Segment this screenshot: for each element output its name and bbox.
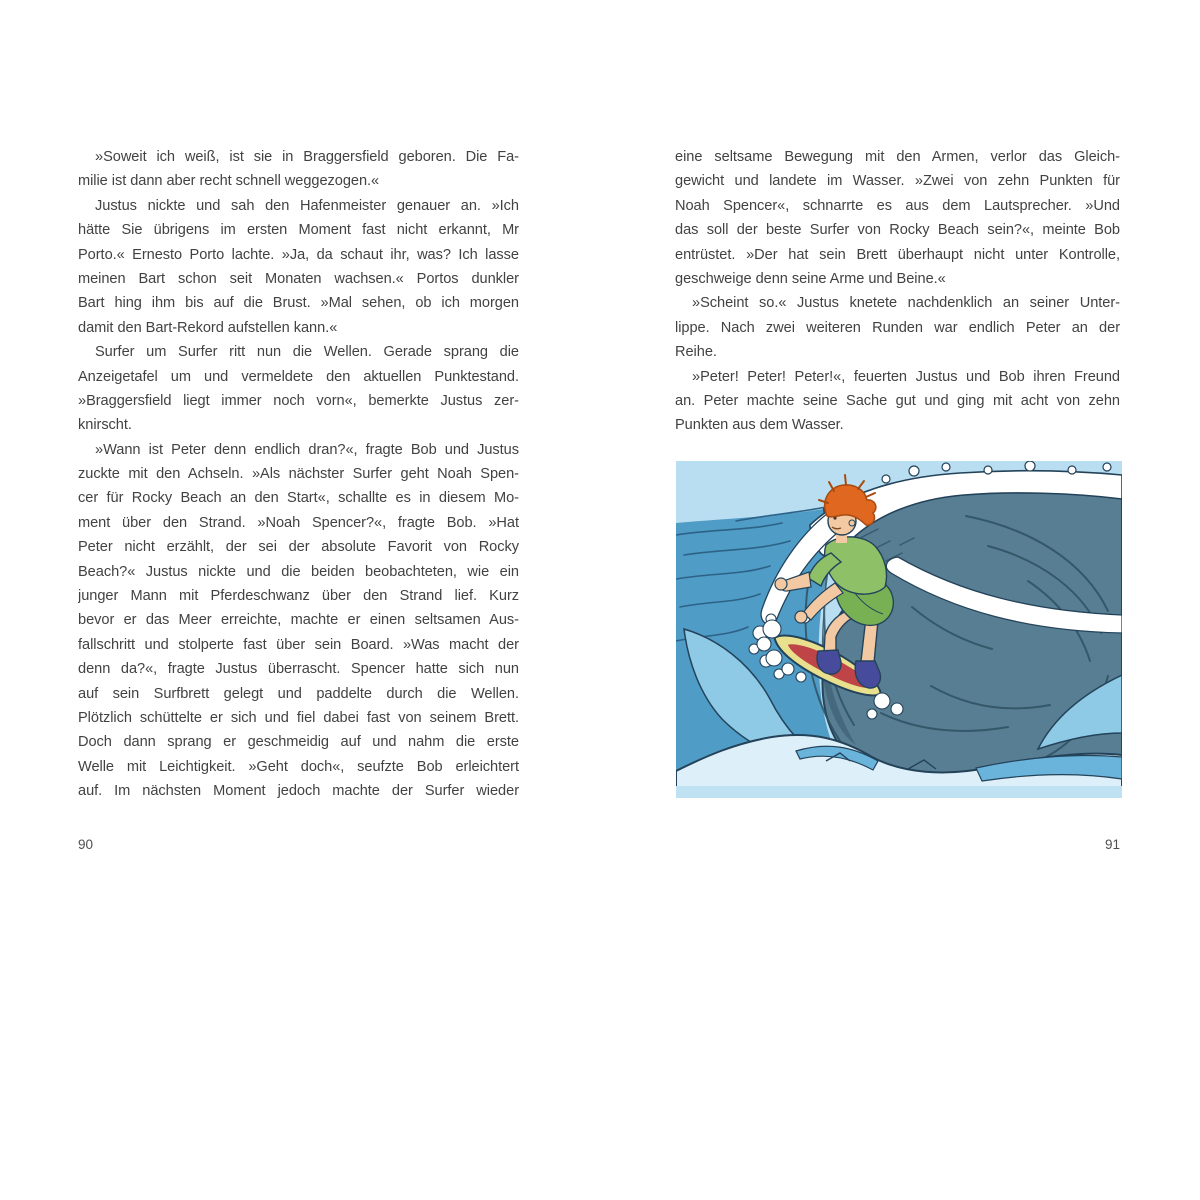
text-line: gewicht und landete im Wasser. »Zwei von zehn Punkten für [675, 173, 1120, 190]
text-line: Bart hing ihm bis auf die Brust. »Mal sehen, ob ich morgen [78, 295, 519, 312]
text-line: Reihe. [675, 344, 717, 361]
text-line: bevor er das Meer erreichte, machte er einen seltsamen Aus- [78, 612, 519, 629]
text-line: cer für Rocky Beach an den Start«, schallte es in diesem Mo- [78, 490, 519, 507]
text-line: Beach?« Justus nickte und die beiden beobachteten, wie ein [78, 563, 519, 580]
page-number-left: 90 [78, 837, 94, 852]
text-line: knirscht. [78, 417, 132, 434]
text-line: Punkten aus dem Wasser. [675, 417, 844, 434]
text-line: milie ist dann aber recht schnell weggezogen.« [78, 173, 380, 190]
text-line: meinen Bart schon seit Monaten wachsen.« Portos dunkler [78, 270, 519, 287]
text-line: »Soweit ich weiß, ist sie in Braggersfield geboren. Die Fa- [95, 149, 519, 165]
text-line: geschweige denn seine Arme und Beine.« [675, 270, 946, 287]
right-page-text [675, 145, 1120, 438]
text-line: zuckte mit den Achseln. »Als nächster Surfer geht Noah Spen- [78, 466, 519, 483]
text-line: Noah Spencer«, schnarrte es aus dem Lautsprecher. »Und [675, 197, 1120, 214]
text-line: eine seltsame Bewegung mit den Armen, verlor das Gleich- [675, 149, 1120, 165]
text-line: »Wann ist Peter denn endlich dran?«, fragte Bob und Justus [95, 441, 519, 458]
text-line: Anzeigetafel um und vermeldete den aktuellen Punktestand. [78, 368, 519, 385]
text-line: auf. Im nächsten Moment jedoch machte der Surfer wieder [78, 783, 519, 800]
text-line: Porto.« Ernesto Porto lachte. »Ja, da schaut ihr, was? Ich lasse [78, 246, 519, 263]
text-line: Justus nickte und sah den Hafenmeister genauer an. »Ich [95, 197, 519, 214]
text-line: damit den Bart-Rekord aufstellen kann.« [78, 319, 338, 336]
text-line: Doch dann sprang er geschmeidig auf und nahm die erste [78, 734, 519, 751]
text-line: Welle mit Leichtigkeit. »Geht doch«, seufzte Bob erleichtert [78, 758, 519, 775]
text-line: junger Mann mit Pferdeschwanz über den Strand lief. Kurz [78, 588, 519, 605]
left-page-text [78, 145, 519, 804]
text-line: an. Peter machte seine Sache gut und ging mit acht von zehn [675, 392, 1120, 409]
text-line: lippe. Nach zwei weiteren Runden war endlich Peter an der [675, 319, 1120, 336]
text-line: das soll der beste Surfer von Rocky Beach sein?«, meinte Bob [675, 222, 1120, 239]
text-line: ment über den Strand. »Noah Spencer?«, fragte Bob. »Hat [78, 514, 519, 531]
text-line: fallschritt und stolperte fast über sein Board. »Was macht der [78, 636, 519, 653]
text-line: »Scheint so.« Justus knetete nachdenklich an seiner Unter- [692, 295, 1120, 312]
text-line: denn da?«, fragte Justus überrascht. Spencer hatte sich nun [78, 661, 519, 678]
text-line: »Peter! Peter! Peter!«, feuerten Justus und Bob ihren Freund [692, 368, 1120, 385]
surfer-wave-illustration [676, 461, 1122, 798]
text-line: Plötzlich schüttelte er sich und fiel dabei fast von seinem Brett. [78, 709, 519, 726]
text-line: Surfer um Surfer ritt nun die Wellen. Gerade sprang die [95, 344, 519, 361]
text-line: auf sein Surfbrett gelegt und paddelte durch die Wellen. [78, 685, 519, 702]
text-line: entrüstet. »Der hat sein Brett überhaupt nicht unter Kontrolle, [675, 246, 1120, 263]
page-number-right: 91 [1104, 837, 1120, 852]
text-line: »Braggersfield liegt immer noch vorn«, bemerkte Justus zer- [78, 392, 519, 409]
text-line: Peter nicht erzählt, der sei der absolute Favorit von Rocky [78, 539, 519, 556]
text-line: hätte Sie übrigens im ersten Moment fast nicht erkannt, Mr [78, 222, 519, 239]
